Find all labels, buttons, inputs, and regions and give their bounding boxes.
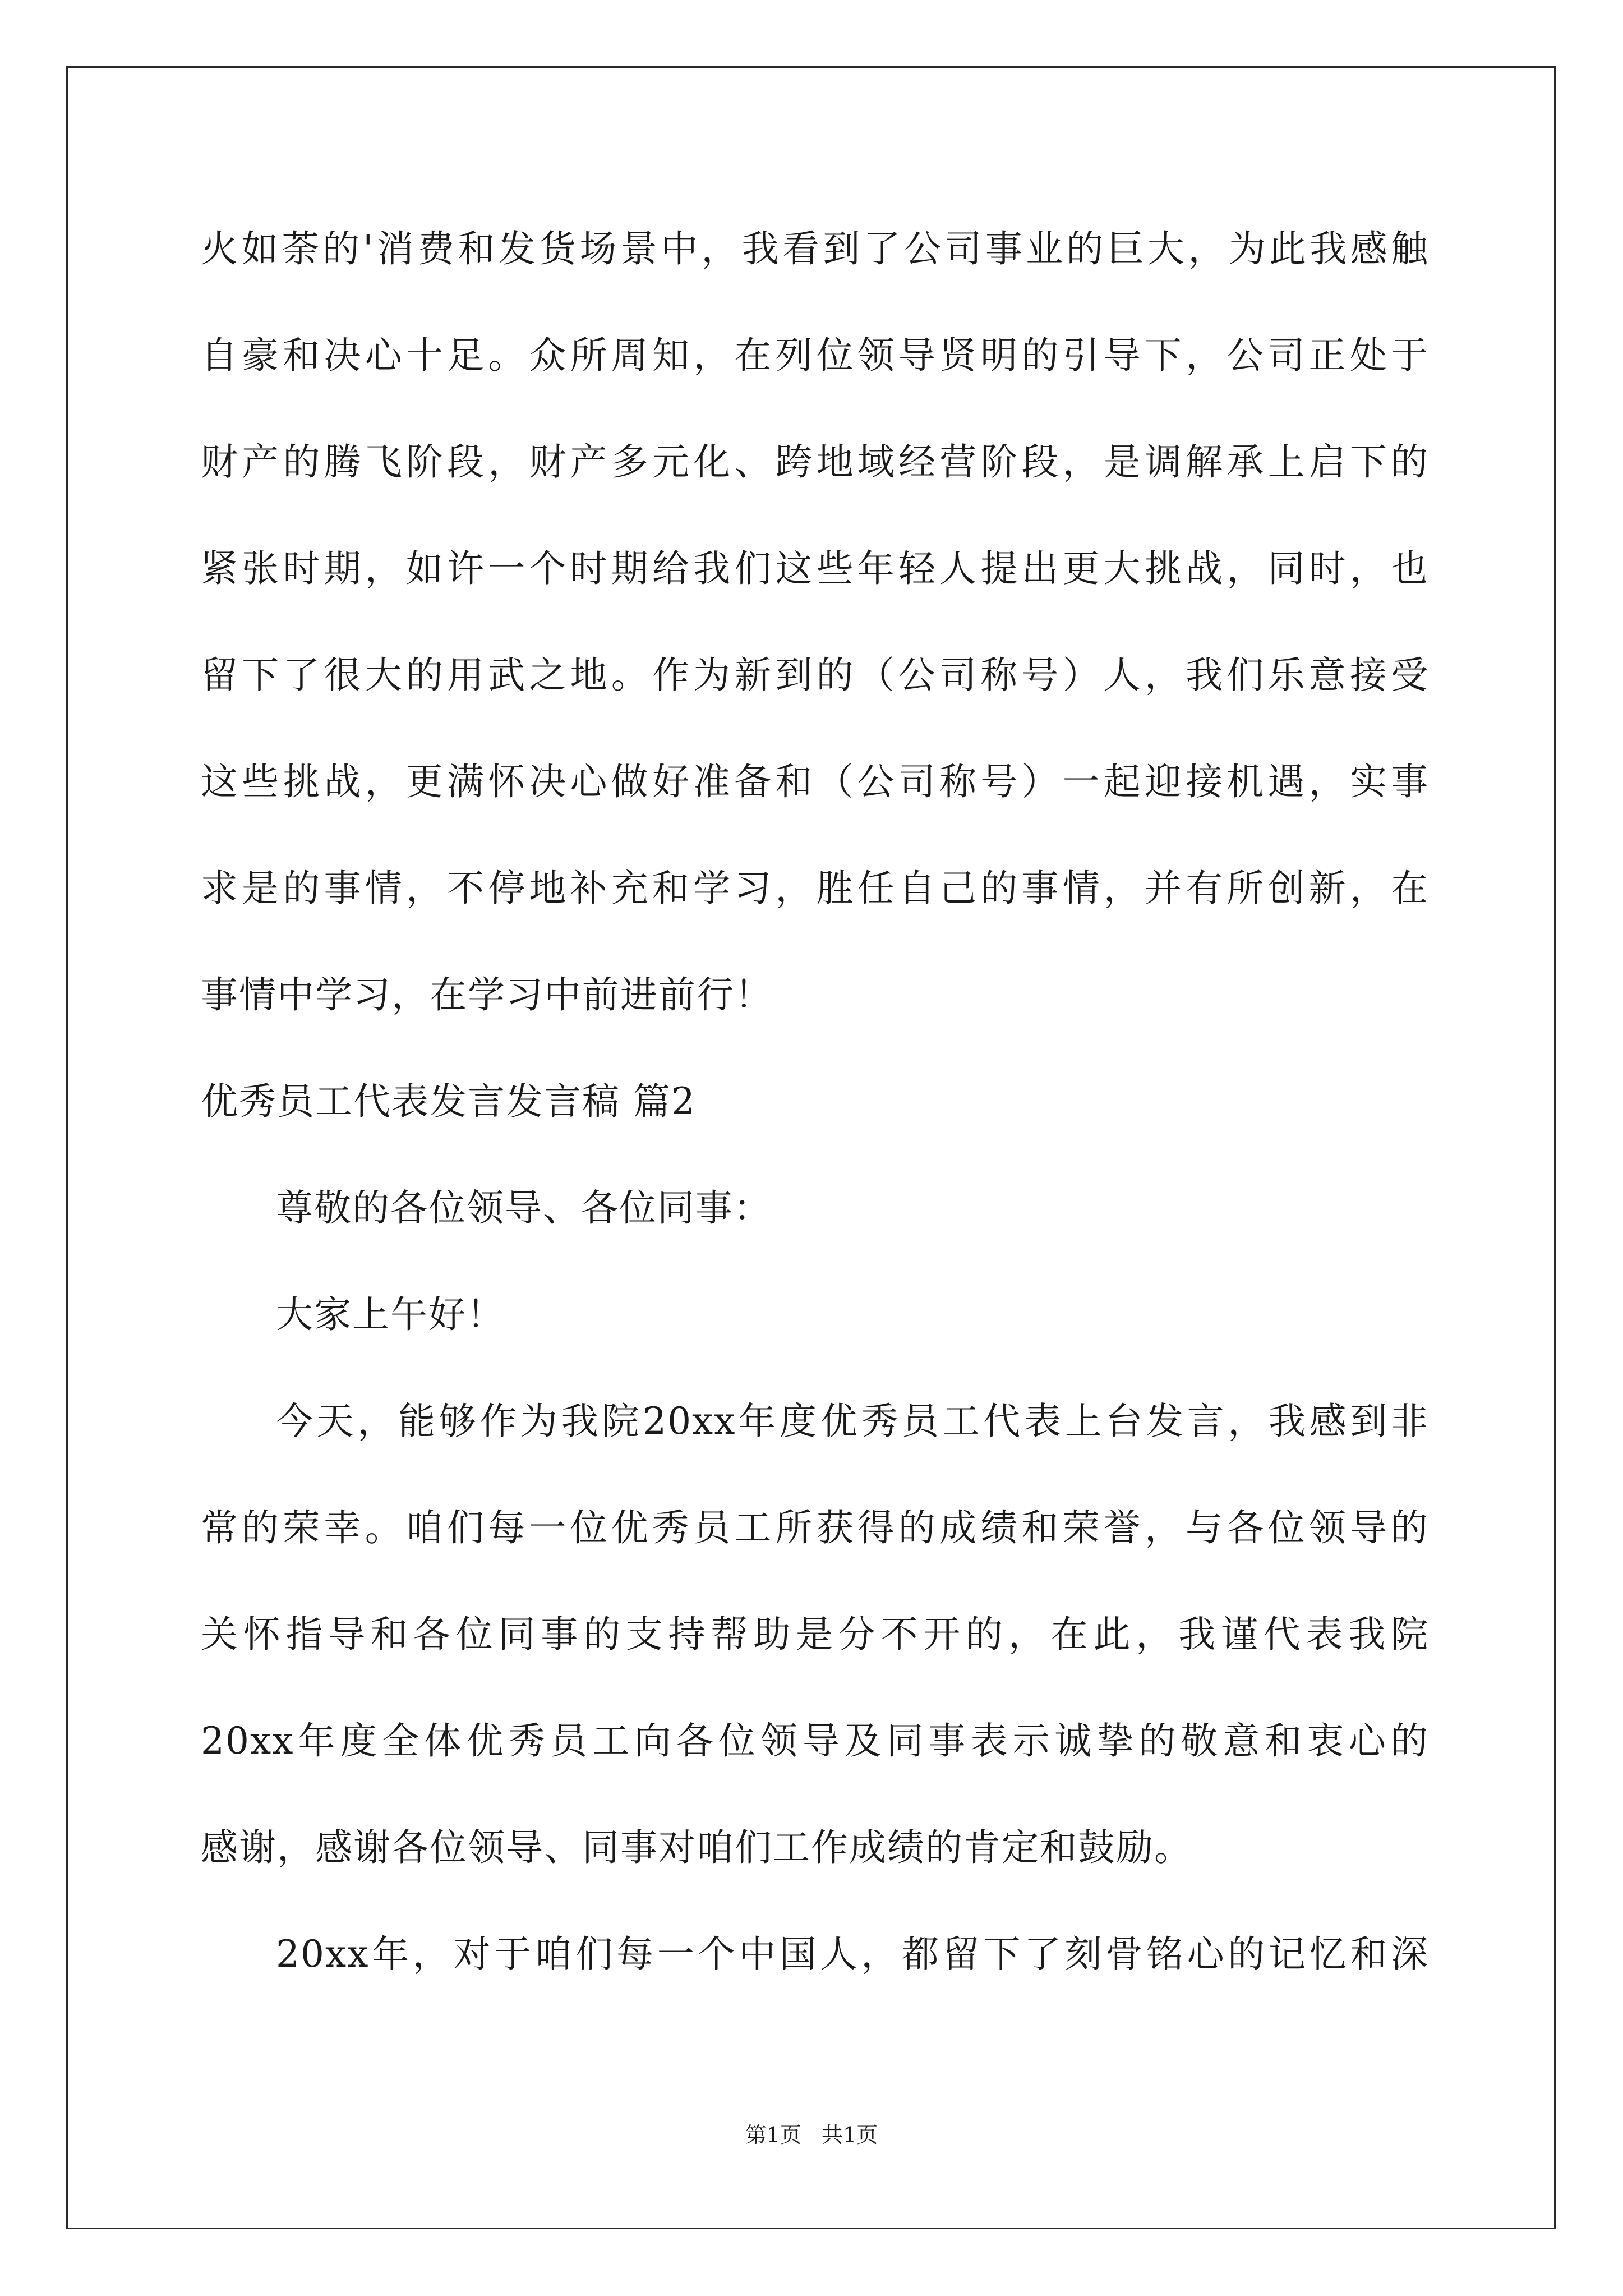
greeting: 大家上午好！	[276, 1293, 505, 1336]
section-heading: 优秀员工代表发言发言稿 篇2	[201, 1080, 696, 1123]
paragraph-line: 20xx年，对于咱们每一个中国人，都留下了刻骨铭心的记忆和深	[276, 1932, 1429, 1976]
paragraph-line: 留下了很大的用武之地。作为新到的（公司称号）人，我们乐意接受	[201, 654, 1429, 697]
paragraph-line: 自豪和决心十足。众所周知，在列位领导贤明的引导下，公司正处于	[201, 334, 1429, 377]
page-total: 共1页	[822, 2123, 878, 2147]
paragraph-line: 20xx年度全体优秀员工向各位领导及同事表示诚挚的敬意和衷心的	[201, 1719, 1429, 1763]
page-number: 第1页	[745, 2123, 801, 2147]
paragraph-line: 这些挑战，更满怀决心做好准备和（公司称号）一起迎接机遇，实事	[201, 760, 1429, 803]
paragraph-line: 今天，能够作为我院20xx年度优秀员工代表上台发言，我感到非	[276, 1400, 1429, 1443]
document-body	[201, 216, 1429, 2028]
paragraph-line: 关怀指导和各位同事的支持帮助是分不开的，在此，我谨代表我院	[201, 1613, 1429, 1656]
paragraph-line: 紧张时期，如许一个时期给我们这些年轻人提出更大挑战，同时，也	[201, 547, 1429, 590]
salutation: 尊敬的各位领导、各位同事：	[276, 1186, 772, 1230]
paragraph-line: 火如荼的'消费和发货场景中，我看到了公司事业的巨大，为此我感触	[201, 227, 1429, 270]
paragraph-line: 常的荣幸。咱们每一位优秀员工所获得的成绩和荣誉，与各位领导的	[201, 1506, 1429, 1549]
paragraph-line: 求是的事情，不停地补充和学习，胜任自己的事情，并有所创新，在	[201, 867, 1429, 910]
paragraph-line: 感谢，感谢各位领导、同事对咱们工作成绩的肯定和鼓励。	[201, 1826, 1192, 1869]
paragraph-line: 事情中学习，在学习中前进前行！	[201, 973, 773, 1016]
page-footer	[0, 2118, 1623, 2148]
paragraph-line: 财产的腾飞阶段，财产多元化、跨地域经营阶段，是调解承上启下的	[201, 440, 1429, 484]
